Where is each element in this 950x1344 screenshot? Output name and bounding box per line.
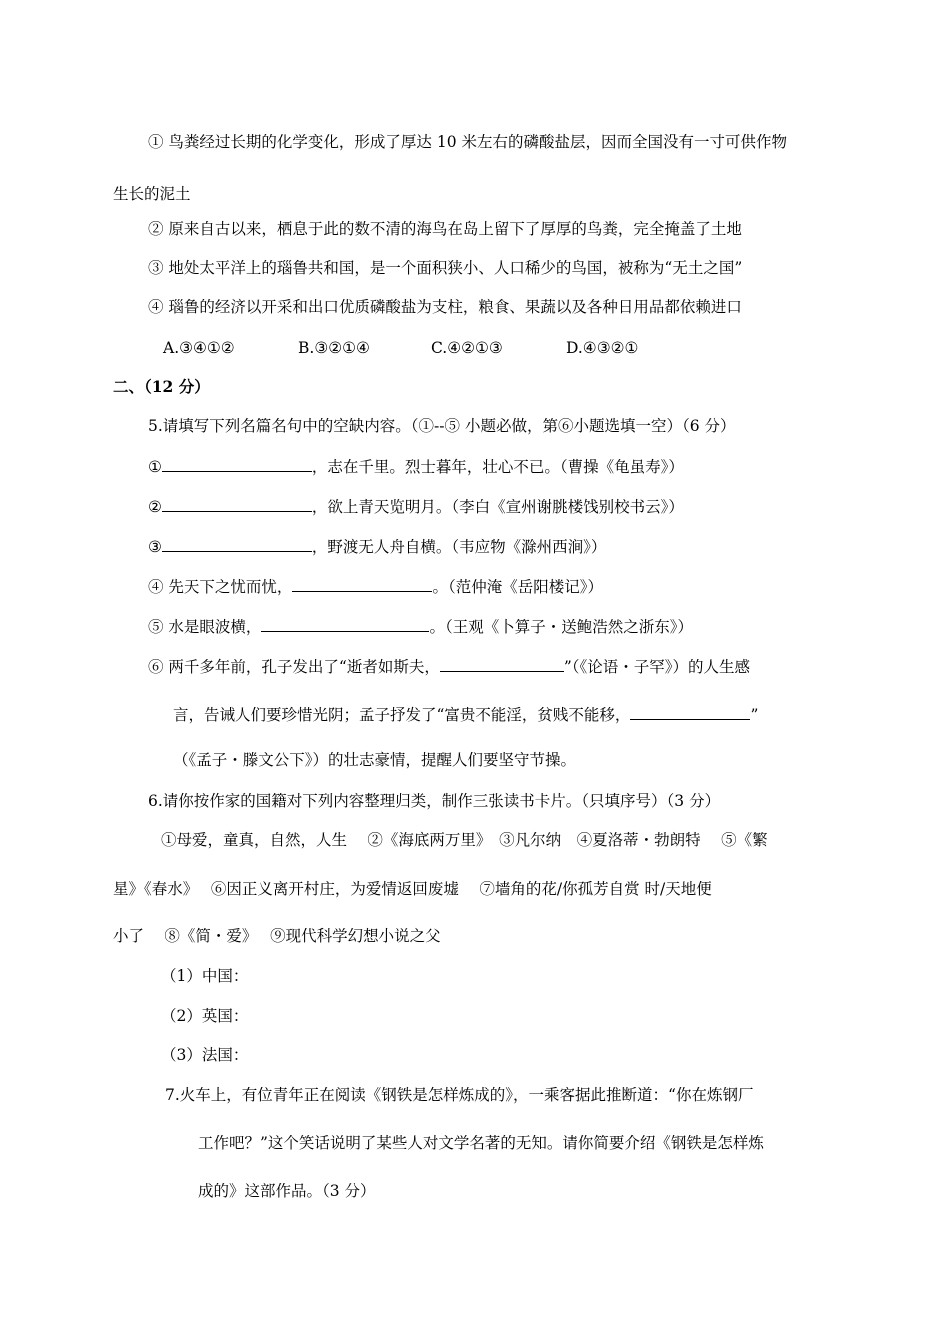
q5-line-6b — [173, 704, 758, 725]
q5-line-6a-post: ”（《论语・子罕》）的人生感 — [563, 658, 751, 676]
q5-line-5-post: 。（王观《卜算子・送鲍浩然之浙东》） — [429, 618, 693, 636]
q4-option-a: A.③④①② — [163, 339, 235, 357]
q4-sentence-1-line1: ① 鸟粪经过长期的化学变化，形成了厚达 10 米左右的磷酸盐层，因而全国没有一寸可供作物 — [148, 133, 788, 151]
q5-line-3-number: ③ — [148, 538, 162, 556]
q6-items-line-1: ①母爱，童真，自然，人生 ②《海底两万里》 ③凡尔纳 ④夏洛蒂・勃朗特 ⑤《繁 — [161, 831, 768, 849]
q5-blank-2[interactable] — [162, 496, 312, 512]
q6-prompt: 6.请你按作家的国籍对下列内容整理归类，制作三张读书卡片。（只填序号）（3 分） — [148, 792, 721, 810]
q6-card-france: （3）法国： — [161, 1046, 249, 1064]
q5-blank-1[interactable] — [162, 456, 312, 472]
q5-line-2 — [148, 496, 684, 517]
q5-line-6a — [148, 656, 750, 677]
q5-line-5 — [148, 616, 693, 637]
q5-line-3 — [148, 536, 606, 557]
q4-sentence-3: ③ 地处太平洋上的瑙鲁共和国，是一个面积狭小、人口稀少的鸟国，被称为“无土之国” — [148, 259, 743, 277]
q5-line-2-number: ② — [148, 498, 162, 516]
q5-line-3-text: ，野渡无人舟自横。（韦应物《滁州西涧》） — [311, 538, 607, 556]
section-2-heading: 二、（12 分） — [113, 377, 210, 396]
q5-blank-4[interactable] — [292, 576, 432, 592]
q5-line-6c: （《孟子・滕文公下》）的壮志豪情，提醒人们要坚守节操。 — [173, 751, 577, 769]
q5-line-1-text: ，志在千里。烈士暮年，壮心不已。（曹操《龟虽寿》） — [311, 458, 684, 476]
q4-sentence-2: ② 原来自古以来，栖息于此的数不清的海鸟在岛上留下了厚厚的鸟粪，完全掩盖了土地 — [148, 220, 742, 238]
q7-line-1: 7.火车上，有位青年正在阅读《钢铁是怎样炼成的》，一乘客据此推断道：“你在炼钢厂 — [165, 1086, 754, 1104]
q4-option-c: C.④②①③ — [431, 339, 503, 357]
q5-line-2-text: ，欲上青天览明月。（李白《宣州谢朓楼饯别校书云》） — [311, 498, 684, 516]
q7-line-3: 成的》这部作品。（3 分） — [198, 1182, 376, 1200]
q5-line-6a-pre: ⑥ 两千多年前，孔子发出了“逝者如斯夫， — [148, 658, 440, 676]
q5-line-1-number: ① — [148, 458, 162, 476]
q5-line-6b-pre: 言，告诫人们要珍惜光阴；孟子抒发了“富贵不能淫，贫贱不能移， — [173, 706, 631, 724]
q6-card-britain: （2）英国： — [161, 1007, 249, 1025]
q5-prompt: 5.请填写下列名篇名句中的空缺内容。（①--⑤ 小题必做，第⑥小题选填一空）（6 分） — [148, 417, 736, 435]
q5-line-4-post: 。（范仲淹《岳阳楼记》） — [432, 578, 603, 596]
q5-line-4-pre: ④ 先天下之忧而忧， — [148, 578, 293, 596]
q5-line-1 — [148, 456, 684, 477]
q5-line-4 — [148, 576, 603, 597]
q5-line-6b-post: ” — [750, 706, 759, 724]
q5-blank-6b[interactable] — [630, 704, 750, 720]
q5-line-5-pre: ⑤ 水是眼波横， — [148, 618, 262, 636]
q4-sentence-1-line2: 生长的泥土 — [113, 185, 191, 203]
q6-items-line-3: 小了 ⑧《简・爱》 ⑨现代科学幻想小说之父 — [113, 927, 441, 945]
q5-blank-6a[interactable] — [440, 656, 564, 672]
q4-option-d: D.④③②① — [566, 339, 639, 357]
q6-items-line-2: 星》《春水》 ⑥因正义离开村庄，为爱情返回废墟 ⑦墙角的花/你孤芳自赏 时/天地便 — [113, 880, 712, 898]
q5-blank-5[interactable] — [261, 616, 429, 632]
q5-blank-3[interactable] — [162, 536, 312, 552]
q7-line-2: 工作吧？”这个笑话说明了某些人对文学名著的无知。请你简要介绍《钢铁是怎样炼 — [198, 1134, 764, 1152]
q4-option-b: B.③②①④ — [298, 339, 370, 357]
q4-sentence-4: ④ 瑙鲁的经济以开采和出口优质磷酸盐为支柱，粮食、果蔬以及各种日用品都依赖进口 — [148, 298, 742, 316]
q6-card-china: （1）中国： — [161, 967, 249, 985]
